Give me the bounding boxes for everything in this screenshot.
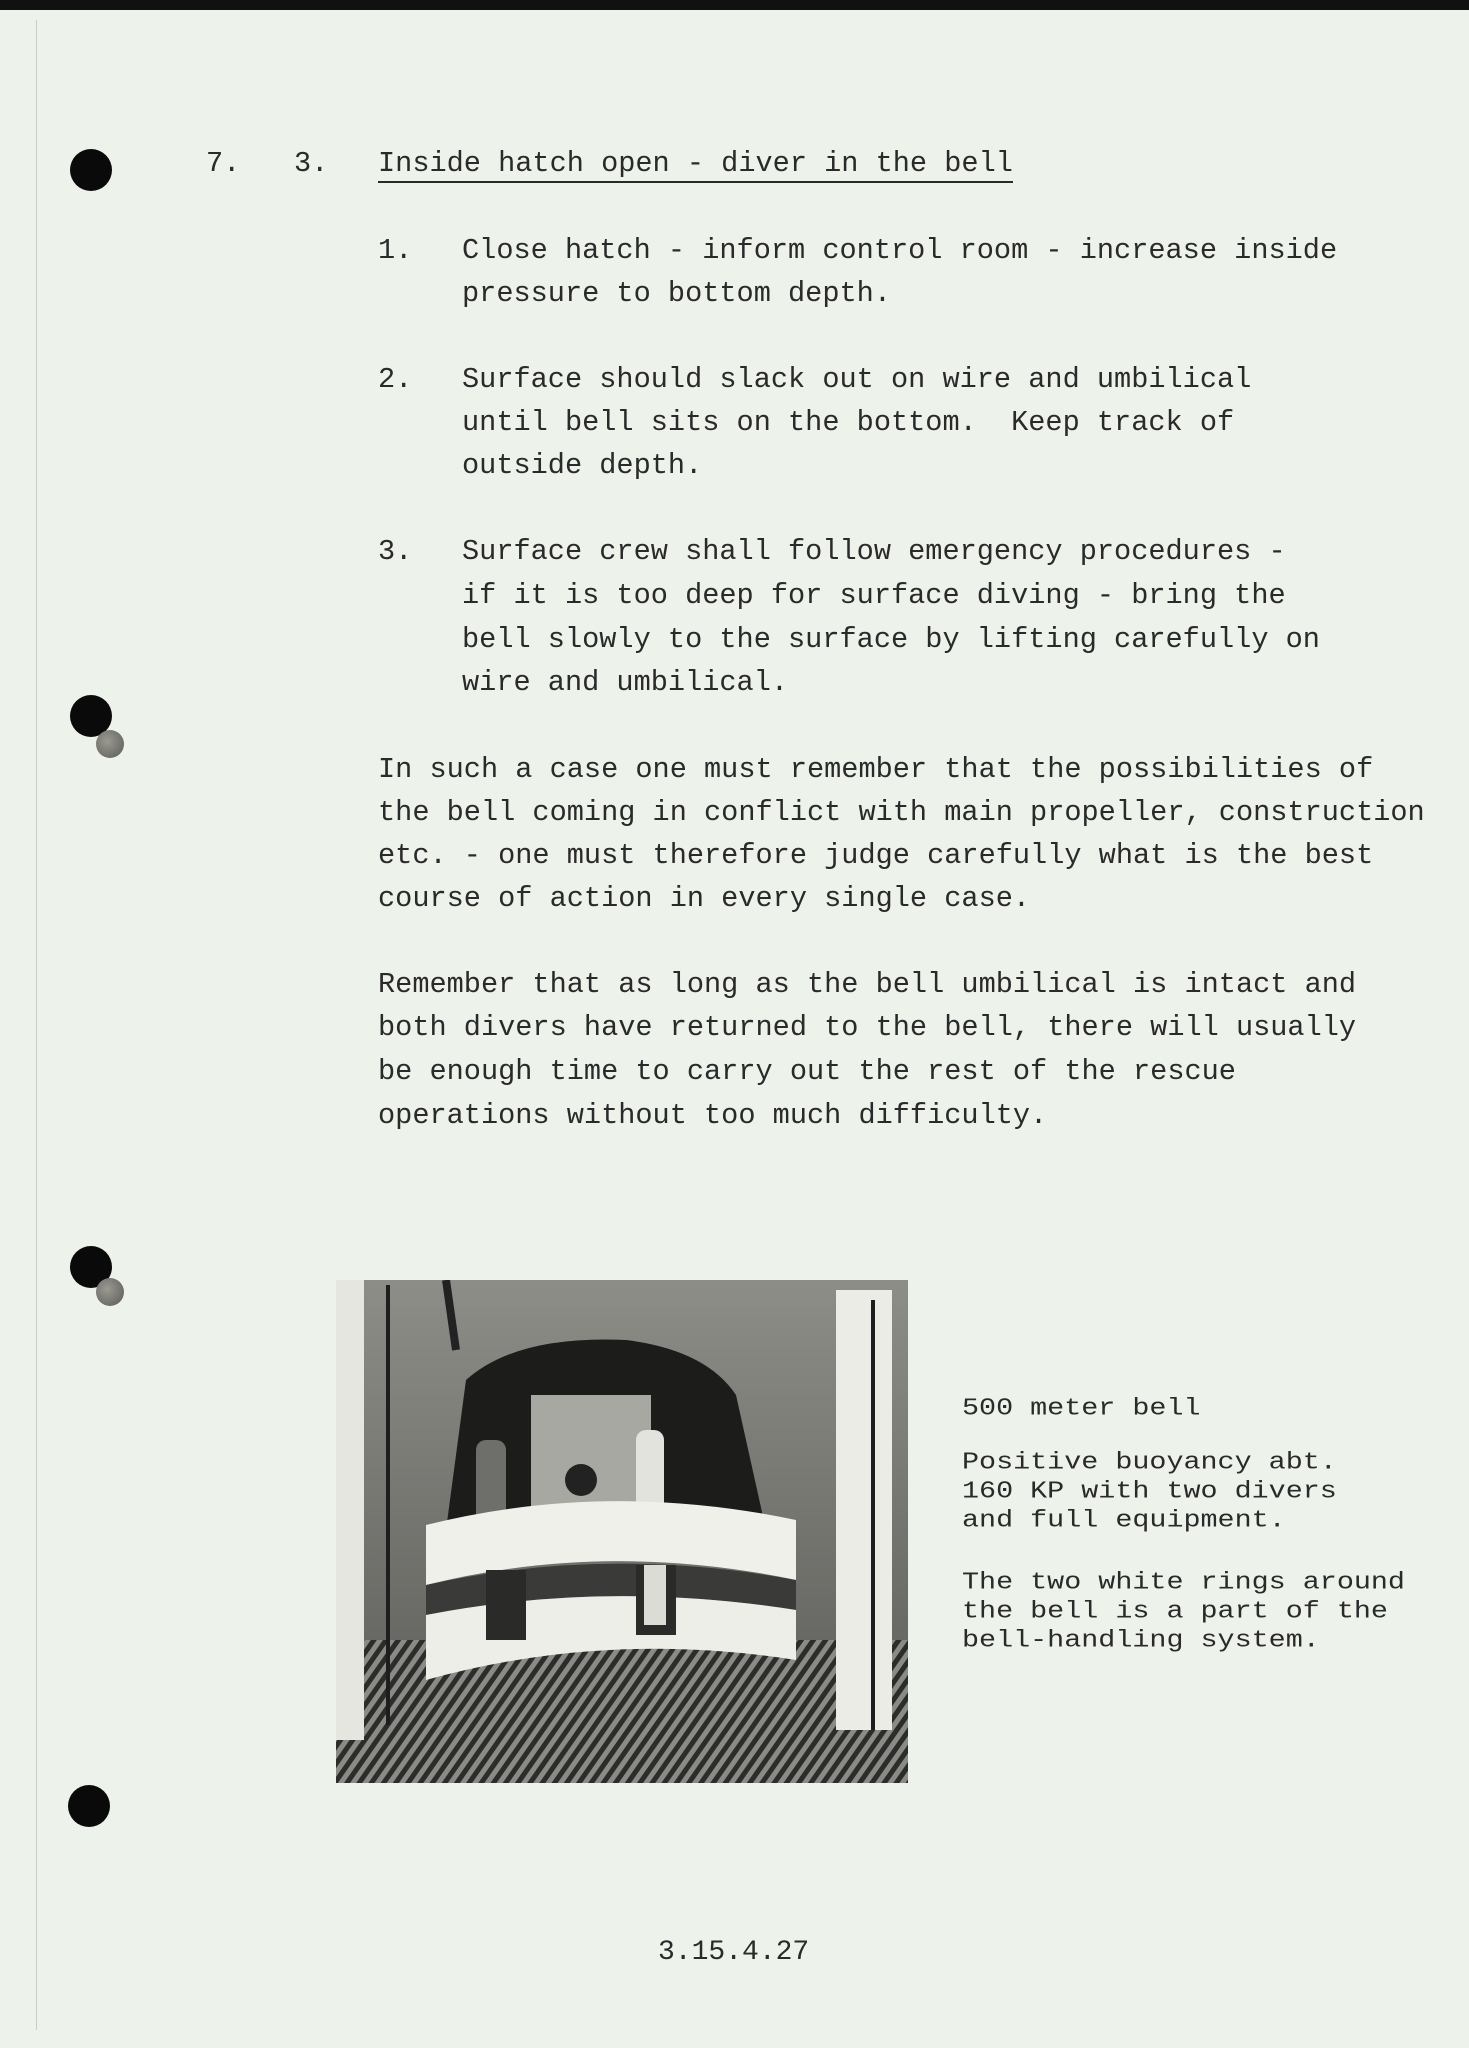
- section-title-text: Inside hatch open - diver in the bell: [378, 147, 1013, 183]
- diving-bell-photo: [336, 1280, 908, 1783]
- punch-hole: [70, 149, 112, 191]
- punch-hole: [68, 1785, 110, 1827]
- paragraph-line: Remember that as long as the bell umbilical is intact and: [378, 968, 1357, 1001]
- item-line: until bell sits on the bottom. Keep track of: [462, 406, 1235, 439]
- scan-border: [0, 0, 1469, 10]
- item-line: outside depth.: [462, 449, 703, 482]
- paragraph-line: be enough time to carry out the rest of the rescue: [378, 1055, 1236, 1088]
- page-edge: [36, 20, 37, 2030]
- caption-line: and full equipment.: [962, 1506, 1286, 1535]
- item-number: 1.: [378, 234, 413, 267]
- paragraph-line: In such a case one must remember that the possibilities of: [378, 753, 1374, 786]
- punch-hole-residue: [96, 730, 124, 758]
- item-line: bell slowly to the surface by lifting carefully on: [462, 623, 1320, 656]
- item-line: if it is too deep for surface diving - bring the: [462, 579, 1286, 612]
- punch-hole-residue: [96, 1278, 124, 1306]
- item-line: pressure to bottom depth.: [462, 277, 891, 310]
- caption-line: The two white rings around: [962, 1568, 1405, 1597]
- item-number: 3.: [378, 535, 413, 568]
- paragraph-line: operations without too much difficulty.: [378, 1099, 1048, 1132]
- item-line: Surface should slack out on wire and umbilical: [462, 363, 1252, 396]
- caption-line: 160 KP with two divers: [962, 1477, 1337, 1506]
- item-line: Surface crew shall follow emergency procedures -: [462, 535, 1286, 568]
- section-title: [378, 142, 1013, 186]
- caption-title: 500 meter bell: [962, 1394, 1201, 1423]
- paragraph-line: course of action in every single case.: [378, 882, 1031, 915]
- section-number-minor: 3.: [294, 147, 329, 180]
- caption-line: Positive buoyancy abt.: [962, 1448, 1337, 1477]
- caption-line: bell-handling system.: [962, 1626, 1320, 1655]
- paragraph-line: both divers have returned to the bell, there will usually: [378, 1011, 1357, 1044]
- item-line: wire and umbilical.: [462, 666, 789, 699]
- item-number: 2.: [378, 363, 413, 396]
- paragraph-line: etc. - one must therefore judge carefully what is the best: [378, 839, 1374, 872]
- caption-line: the bell is a part of the: [962, 1597, 1388, 1626]
- item-line: Close hatch - inform control room - increase inside: [462, 234, 1338, 267]
- page-number: 3.15.4.27: [658, 1937, 810, 1968]
- paragraph-line: the bell coming in conflict with main propeller, construction: [378, 796, 1425, 829]
- section-number-major: 7.: [206, 147, 241, 180]
